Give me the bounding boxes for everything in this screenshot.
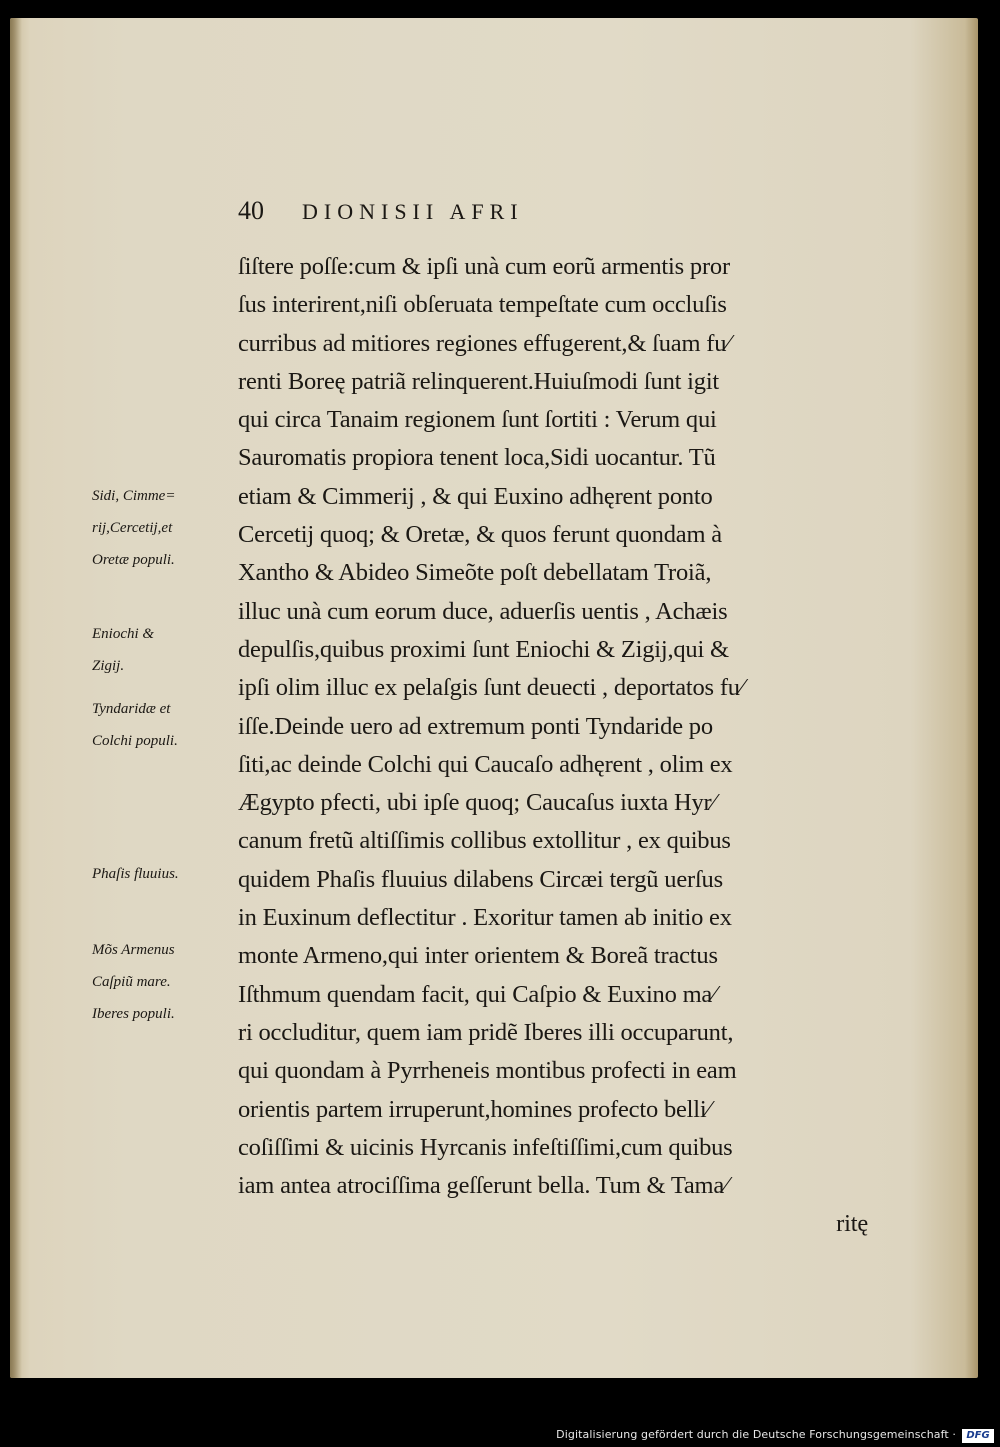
text-line: qui circa Tanaim regionem ſunt ſortiti : Verum qui: [238, 406, 717, 434]
margin-note-line: Mõs Armenus: [92, 942, 175, 958]
page-number: 40: [238, 196, 264, 225]
margin-note-line: rij,Cercetij,et: [92, 520, 173, 536]
text-line: coſiſſimi & uicinis Hyrcanis infeſtiſſimi,cum quibus: [238, 1133, 733, 1161]
text-line: Sauromatis propiora tenent loca,Sidi uocantur. Tũ: [238, 444, 716, 472]
text-line: etiam & Cimmerij , & qui Euxino adhęrent ponto: [238, 482, 713, 510]
margin-note-line: Caſpiũ mare.: [92, 974, 171, 990]
text-line: renti Boreę patriã relinquerent.Huiuſmodi ſunt igit: [238, 367, 720, 395]
running-title: DIONISII AFRI: [302, 199, 524, 224]
margin-note-line: Sidi, Cimme=: [92, 488, 176, 504]
catchword: ritę: [836, 1210, 868, 1238]
running-head: [238, 196, 524, 226]
margin-note-line: Zigij.: [92, 658, 125, 674]
text-line: monte Armeno,qui inter orientem & Boreã tractus: [238, 942, 718, 970]
text-line: in Euxinum deflectitur . Exoritur tamen ab initio ex: [238, 904, 732, 932]
main-text-block: [238, 248, 878, 1244]
book-page: [10, 18, 978, 1378]
text-line: Iſthmum quendam facit, qui Caſpio & Euxino ma⁄: [238, 980, 717, 1008]
funding-credit: Digitalisierung gefördert durch die Deutsche Forschungsgemeinschaft ·: [556, 1428, 956, 1441]
margin-note-line: Eniochi &: [92, 626, 155, 642]
text-line: depulſis,quibus proximi ſunt Eniochi & Zigij,qui &: [238, 635, 729, 663]
margin-note-phasis: [92, 858, 242, 890]
text-line: qui quondam à Pyrrheneis montibus profecti in eam: [238, 1057, 737, 1085]
text-line: canum fretũ altiſſimis collibus extollitur , ex quibus: [238, 827, 731, 855]
text-line: quidem Phaſis fluuius dilabens Circæi tergũ uerſus: [238, 865, 723, 893]
text-line: curribus ad mitiores regiones effugerent,& ſuam fu⁄: [238, 329, 731, 357]
text-line: ri occluditur, quem iam pridẽ Iberes illi occuparunt,: [238, 1018, 734, 1046]
margin-note-armenus: [92, 934, 242, 1030]
text-line: Xantho & Abideo Simeõte poſt debellatam Troiã,: [238, 559, 712, 587]
margin-note-tyndaridae: [92, 693, 242, 757]
margin-note-line: Tyndaridæ et: [92, 701, 171, 717]
margin-note-line: Oretæ populi.: [92, 552, 175, 568]
text-line: ſus interirent,niſi obſeruata tempeſtate cum occluſis: [238, 291, 727, 319]
text-line: ſiſtere poſſe:cum & ipſi unà cum eorũ armentis pror: [238, 253, 730, 280]
text-line: illuc unà cum eorum duce, aduerſis uentis , Achæis: [238, 597, 728, 625]
margin-note-sidi: [92, 480, 242, 576]
margin-note-line: Iberes populi.: [92, 1006, 175, 1022]
text-line: ipſi olim illuc ex pelaſgis ſunt deuecti , deportatos fu⁄: [238, 674, 744, 702]
text-line: Cercetij quoq; & Oretæ, & quos ferunt quondam à: [238, 521, 722, 549]
dfg-logo-icon: DFG: [962, 1429, 994, 1443]
margin-note-line: Phaſis fluuius.: [92, 866, 179, 882]
text-line: iſſe.Deinde uero ad extremum ponti Tyndaride po: [238, 712, 713, 740]
text-line: ſiti,ac deinde Colchi qui Caucaſo adhęrent , olim ex: [238, 750, 733, 778]
text-line: iam antea atrociſſima geſſerunt bella. Tum & Tama⁄: [238, 1172, 728, 1200]
text-line: Ægypto pfecti, ubi ipſe quoq; Caucaſus iuxta Hyr⁄: [238, 789, 716, 817]
viewer-footer: [0, 1378, 1000, 1447]
margin-note-line: Colchi populi.: [92, 733, 178, 749]
margin-note-eniochi: [92, 618, 242, 682]
text-line: orientis partem irruperunt,homines profecto belli⁄: [238, 1095, 711, 1123]
